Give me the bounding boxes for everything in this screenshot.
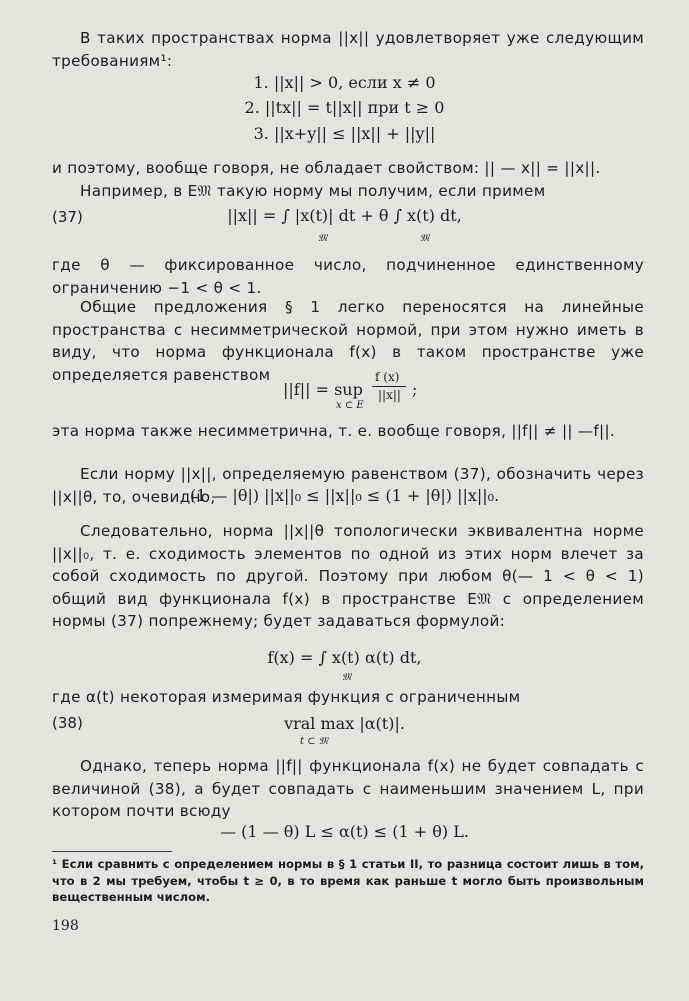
paragraph-property: и поэтому, вообще говоря, не обладает свойством: || — x|| = ||x||. (52, 159, 601, 177)
equation-number-37: (37) (52, 208, 83, 226)
equation-37: ||x|| = ∫ |x(t)| dt + θ ∫ x(t) dt, (227, 206, 462, 225)
norm-semicolon: ; (412, 380, 418, 399)
equation-38-subscript: t ⊂ 𝔐 (300, 736, 328, 747)
equation-functional-form: f(x) = ∫ x(t) α(t) dt, (267, 648, 422, 667)
paragraph-asymmetric: эта норма также несимметрична, т. е. вообще говоря, ||f|| ≠ || —f||. (52, 422, 616, 440)
norm-sup-subscript: x ⊂ E (336, 400, 364, 411)
paragraph-denote: Если норму ||x||, определяемую равенством (37), обозначить через ||x||θ, то, очевидно, (52, 465, 644, 506)
equation-functional-norm (0, 370, 689, 410)
paragraph-theta: где θ — фиксированное число, подчиненное единственному ограничению −1 < θ < 1. (52, 256, 644, 297)
footnote: ¹ Если сравнить с определением нормы в § 1 статьи II, то разница состоит лишь в том, что в 2 мы требуем, чтобы t ≥ 0, в то время как раньше t могло быть произвольным вещественным числом. (52, 857, 644, 904)
condition-2: 2. ||tx|| = t||x|| при t ≥ 0 (244, 98, 445, 117)
paragraph-equivalence: Следовательно, норма ||x||θ топологически эквивалентна норме ||x||₀, т. е. сходимость элементов по одной из этих норм влечет за собой сходимость по другой. Поэтому при любом θ(— 1 < θ < 1) общий вид функционала f(x) в пространстве E𝔐 с определением нормы (37) попрежнему; будет задаваться формулой: (52, 522, 644, 630)
equation-38: vral max |α(t)|. (284, 714, 405, 733)
paragraph-general-propositions: Общие предложения § 1 легко переносятся на линейные пространства с несимметрической нормой, при этом нужно иметь в виду, что норма функционала f(x) в таком пространстве уже определяется равенством (52, 298, 644, 384)
equation-number-38: (38) (52, 714, 83, 732)
paragraph-example: Например, в E𝔐 такую норму мы получим, если примем (80, 182, 546, 200)
paragraph-however: Однако, теперь норма ||f|| функционала f(x) не будет совпадать с величиной (38), а будет совпадать с наименьшим значением L, при котором почти всюду (52, 757, 644, 820)
norm-denominator: ||x|| (378, 388, 401, 402)
paragraph-norm-requirements: В таких пространствах норма ||x|| удовлетворяет уже следующим требованиям¹: (52, 29, 644, 70)
page-number: 198 (52, 918, 79, 934)
footnote-rule (52, 851, 172, 852)
equation-bounds: — (1 — θ) L ≤ α(t) ≤ (1 + θ) L. (220, 822, 469, 841)
condition-3: 3. ||x+y|| ≤ ||x|| + ||y|| (253, 124, 436, 143)
equation-inequality: (1 — |θ|) ||x||₀ ≤ ||x||₀ ≤ (1 + |θ|) ||x||₀. (189, 486, 500, 505)
equation-37-subscript-2: 𝔐 (420, 233, 430, 244)
condition-1: 1. ||x|| > 0, если x ≠ 0 (253, 73, 436, 92)
equation-functional-subscript: 𝔐 (342, 672, 352, 683)
fraction-bar (372, 386, 406, 387)
paragraph-measurable: где α(t) некоторая измеримая функция с ограниченным (52, 688, 521, 706)
norm-left: ||f|| = sup (283, 380, 363, 399)
equation-37-subscript-1: 𝔐 (318, 233, 328, 244)
norm-numerator: f (x) (375, 370, 400, 384)
